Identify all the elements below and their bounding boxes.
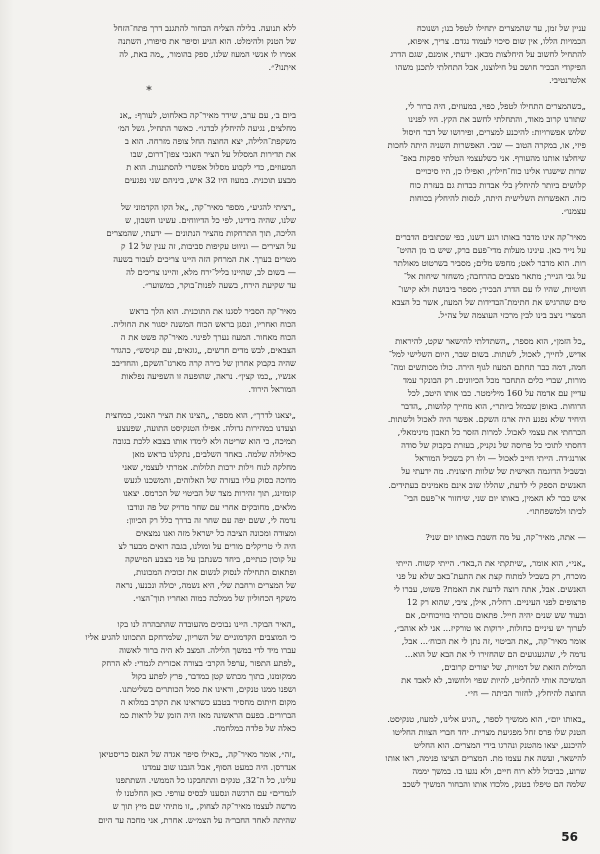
text-line: האנשים הספק לי לדעת, שהללו שוב אינם מאמינים בעתידים.: [388, 479, 586, 490]
paragraph: [306, 557, 586, 701]
text-line: עברו מיד לדי במשך הלילה. המצב לא היה ברור לאשוה: [119, 644, 296, 655]
text-line: עלינו, כל ה־32, טנקים והתחבקנו כל הממשי. השתתפנו: [115, 775, 296, 786]
text-line: המוראל הירוד.: [248, 384, 296, 395]
text-line: המשיכה אותי להחליט, להיות שפוי ולחשוב, לא לאבד את: [401, 675, 586, 686]
text-line: היה לי טריקלים מורים על ומולנו, בגבה רואים מבעד לצ: [118, 540, 296, 551]
text-line: על הצירים — וניווט עקיפות סביבות, זה ענין של 12 ק: [121, 240, 296, 251]
text-line: המעוזים, כדי לקבוע מסלול אפשרי להסתננות. הוא ת: [126, 162, 296, 173]
text-line: „אני״, הוא אומר, „שיתקתי את ה,באד׳. הייתי קשוח. הייתי: [395, 557, 586, 568]
text-line: מוכרח, רק בשביל למתוח קצת את התעת־באב שלא על פני: [396, 570, 586, 581]
text-line: חמה, דמה כבר תחתם המעוז לגוף הירה. כולו מכותשים ומה־: [390, 362, 586, 373]
text-line: עדיין עם אדמה על 160 מילימטר. כבו אותו היטב, לכל: [407, 388, 586, 399]
text-line: וצעדנו במהירות גדולה. אפילו הטנקיסט התועה, שפעצע: [116, 423, 296, 434]
text-line: מטרים בערך. את המרחק הזה היינו צריכים לעבור בשעה: [113, 253, 296, 264]
text-line: אמרו לו אנשי המעוז שלנו, ספק בהומור, „מה באת, לה: [119, 49, 296, 60]
section-divider-star: *: [146, 84, 152, 98]
paragraph: [2, 305, 296, 396]
text-line: „באותו יום״, הוא ממשיך לספר, „הגיע אלינו, למעוז, טנקיסט.: [387, 714, 586, 725]
text-line: לגמרים״ עם הרגשה ונסענו לבסיס עורפי. כאן החלטנו לו: [115, 788, 296, 799]
text-line: שהיה בקבוק אחרון של בירה קרה מארגז־השקם, והחדיבב: [111, 358, 296, 369]
text-line: — בשום לב, שהיינו בליל־ירח מלא, והיינו צריכים לה: [126, 266, 296, 277]
text-line: שלנו, שהיה בידינו, לפי כל הדיווחים. עשינו חשבון, ש: [125, 214, 296, 225]
text-line: של הטנק ולהימלט. הוא הגיע וסיפר את סיפורו, השתנה: [118, 36, 296, 47]
text-line: „האיר הבוקר. היינו נבוכים מהעובדה שהתבהרה לנו בקו: [117, 618, 296, 629]
text-line: מאיר־קה אינו מדבר באותו רגע דשנו, כפי שכתובים הדברים: [395, 231, 586, 242]
paragraph: [306, 22, 586, 87]
text-line: אלטרנטיבי.: [549, 75, 586, 86]
text-line: משקפת־הלילה, יצא החוצה החל צופה מזרחה. הוא ב: [124, 136, 296, 147]
text-line: האנשים. אבל, אתה רוצה לדעת את האמת? פשוט, עברו לי: [393, 583, 586, 594]
text-line: עד שקיעת הירח, בשעה לפנות־בוקר, כמשוער״.: [142, 279, 296, 290]
text-line: עניין של זמן, עד שהמצרים יתחילו לטפל בנו; ושנוכח: [416, 23, 586, 33]
text-line: מלאים, מחובקים אחרי עם שחר מדויק של פה ונודבו: [127, 501, 296, 512]
text-line: המצרי ניצב בינו לבין מרכזי העוצמה של צה״ל.: [437, 309, 586, 320]
text-line: הברורים. בפעם הראשונה מאז היה הזמן של לראות כמ: [119, 710, 296, 721]
text-line: כאילולה שלמה. באחד השלבים, נתקלנו בראש מאן: [132, 449, 296, 460]
text-line: כזה. האפשרות השלישית היתה, לנסות להיחלץ בכוחות: [409, 192, 586, 203]
text-line: ובעוד שש שנים יהיה חייל. פתאום נזכרתי בוויכוחים, אם: [405, 609, 586, 620]
text-line: הפיקודי הבכיר חושב על חילוצנו, אבל התחלתי לתכנן משהו: [395, 62, 586, 73]
text-line: איתנו?״.: [268, 62, 296, 73]
text-line: „רציתי להגיע״, מספר מאיר־קה, „אל הקו הקדמוני של: [121, 201, 296, 212]
text-line: אדיש, לחייך, לאכול, לשתות. בשום שבר, היום השלישי למל־: [388, 349, 586, 360]
text-line: ומצודה ומכונה הציבה כל ישראל מזה ואנו נמצאים: [135, 527, 296, 538]
text-line: שיחלצו אותנו מהעורף. אני כשלעצמי הטלתי ספקות באפ־: [400, 153, 586, 164]
left-column-top-text: [2, 22, 296, 74]
text-line: פרצופים לפני העיניים. רחל׳ה, אילן, ציבי, שהוא רק 12: [406, 596, 586, 607]
text-line: ללא תנועה. בלילה הצליח הבחור להתגנב דרך פתח־הזחל: [113, 23, 296, 33]
text-line: הכוח ואחריו, ונסגן בראש הכוח המשנה יסגור את החוליה.: [110, 318, 296, 329]
text-line: „לפתע התפזר ,ערפל הקרב׳ בצורה אכזרית לגמרי: לא הרחק: [101, 658, 296, 669]
text-line: חוטיות, שהיו לו עם הדרג הבכיר; מספר ביבושת ולא קישו־: [398, 283, 586, 294]
text-line: פיזי, או, במקרה הטוב — שבי. האפשרות השניה היתה לחכות: [387, 140, 586, 151]
paragraph: [306, 335, 586, 518]
text-line: מחלקה לנוח וילות ירכות תלולות. אמרתי לעצמי, שאני: [122, 462, 296, 473]
text-line: דחסתי לתוכי כל פרוסה של נקניק, בעזרת בקבוק של סודה: [401, 440, 586, 451]
text-line: רות. הוא מדבר לאט; מחפש מלים; מסביר בשרטוט מאולתר: [393, 257, 586, 268]
text-line: טים שהרגיש את חתימת־הבדידות של המעוז, אשר כל הצבא: [391, 296, 586, 307]
text-line: המילות הזאת של דמויות, של יצורים קרובים,: [441, 662, 586, 673]
text-line: להתחיל לחשוב על היחלצות מכאן. ידעתי, אומנם, שגם הדרג: [390, 49, 586, 60]
paragraph: [2, 201, 296, 292]
text-line: הכמויות הללו, אין שום סיכוי לעמוד נגדם. צריך, איפוא,: [407, 36, 586, 47]
left-text-column: [2, 22, 296, 840]
text-line: „יצאנו לדרך״, הוא מספר, „הצינו את הציר האנכי, כמחצית: [105, 410, 296, 421]
text-line: להישאר, ועשה את עצמו מת. המצרים הציצו פנימה, ראו אותו: [385, 753, 586, 764]
text-line: היחיד שלא נפגע היה ארגז השקם. אפשר היה לאכול ולשתות.: [387, 414, 586, 425]
text-line: החוצה להיחלץ, לחזור הביתה — חי״.: [464, 688, 586, 699]
text-line: על נייר כאן. עינינו מעלות מדי־פעם ברק, שיש בו מן ההיט־: [396, 244, 586, 255]
paragraph: [306, 100, 586, 217]
text-line: עצמנו״.: [561, 205, 586, 216]
text-line: שרות שישגרו אלינו כוח־חילוץ, ואפילו כן, היו סיכויים: [415, 166, 586, 177]
text-line: על גבי הנייר; מתאר מצבים בהרחבה; משחזר שיחות אל־: [403, 270, 586, 281]
text-line: אנשיו, „כמו קצין״. נראה, שהופעה זו השפיעה נפלאות: [121, 371, 296, 382]
text-line: איש כבר לא האמין, באותו יום שני, שיחזור אי־פעם הבי־: [403, 492, 586, 503]
text-line: משקף הכחוליון של ממלכה כמוה ואחריו תוך־הצו״.: [132, 592, 296, 603]
text-line: שלוש אפשרויות: להיכנע למצרים, ופירושו של דבר חיסול: [402, 127, 586, 138]
text-line: נדמה לי, שהגעגועים הם שהחזירו לי את הבא של הוא...: [404, 649, 586, 660]
text-line: של המצרים ורחבת שלי, היא נשמה, יכולה ונכנעו, נראה: [115, 579, 296, 590]
text-line: ממקומנו, בתוך מכתש קטן במדבר, פרץ לפתע בקול: [131, 671, 296, 682]
text-line: קומזינג, תוך זהירות מצד של הביטוי של הכרמס. יצאנו: [122, 488, 296, 499]
text-line: הצבאים, לבש מדים חדשים, „גוגאים, עם קניסש״, כהגדר: [110, 344, 296, 355]
paragraph: [2, 748, 296, 826]
text-line: מורות, שברי כלים התחבר מכל הכיוונים. רק הבונקר עמד: [403, 375, 586, 386]
text-line: ושפנו ממנו טנקים, וראינו את סמל הכותרים בשליטתנו.: [119, 684, 296, 695]
paragraph: [2, 109, 296, 187]
left-column-bottom-text: [2, 109, 296, 826]
text-line: תמיכה, כי הוא שריטה ולא לימדו אותו בצבא ללכת בגובה: [112, 436, 296, 447]
text-line: להיכנע, יצאו מהטנק ונהרגו בידי המצרים. הוא החליט: [413, 740, 586, 751]
text-line: ביום ב׳, עם ערב, שידר מאיר־קה באלחוט, לעורף: „אנ: [119, 110, 296, 121]
right-text-column: [306, 22, 586, 832]
text-line: לביתו ולמשפחתו״.: [526, 505, 586, 516]
text-line: ובשביל הדוגמה האישית של שלוות חיצונית. מה ידעתי על: [401, 466, 586, 477]
text-line: מחלצים, נגיעה להיחלץ לבדנו״. כאשר התחיל, גשל המ׳: [117, 123, 296, 134]
text-line: אנדרסן. היה כמעט הסוף, אבל הגבנו שוב עמדנו: [142, 762, 296, 773]
text-line: שהיתה לאחד החבר׳ה על הצמ״ש. אחרת, אני מחכה עד היום: [98, 814, 296, 825]
text-line: על קוכון כנתיים, ביחד כשנתכן על פני בצבע המישקה: [125, 553, 296, 564]
paragraph: [2, 618, 296, 735]
text-line: „זה״, אומר מאיר־קה, „כאילו סיפר אגדה של האנס כריסטיאן: [99, 749, 296, 760]
text-line: מדוכה בסוק עליו בעזרה של האלוהים, והמשכנו לגעש: [124, 475, 296, 486]
text-line: הרוחות. באופן שבמזל ביותר״, הוא מחייך קלושות, „הדבר: [400, 401, 586, 412]
text-line: אורנג׳דה. הייתי חייב לאכול — ולוּ רק בשביל המוראל: [415, 453, 586, 464]
text-line: מאיר־קה הסביר לסגנו את התוכנית. הוא הלך בראש: [129, 305, 296, 316]
text-line: הכרחתי את עצמי לאכול. למרות הזסר כל תאבון מינימאלי,: [397, 427, 586, 438]
page-number: 56: [561, 830, 578, 844]
text-line: אומר מאיר־קה, „את הביטוי ,זה נתן לי את הכוח׳... אבל,: [401, 635, 586, 646]
paragraph: [306, 231, 586, 322]
text-line: מקום חיתום מחסיר בטבע כשראינו את הקרב במלוא ה: [120, 697, 296, 708]
text-line: הכוח מאחור. המעוז נערך לפינוי. מאיר־קה פשט את ה: [120, 331, 296, 342]
text-line: מרשה לעצמו מאיר־קה לצחוק, „זו מתיהי שם מיץ תוך ש: [112, 801, 296, 812]
text-line: שתורנו קרוב מאוד, והתחלתי לחשב את הקץ. היו לפנינו: [408, 114, 586, 125]
text-line: הליכה, תוך התרחקות מהציר הנתונים — ידעתי, שהמצרים: [106, 227, 296, 238]
text-line: את תדירות המסלול על הציר האנכי צפון־דרום, שבו: [130, 149, 296, 160]
text-line: לערוך יש עיניים כחולות, ירוקות או טורקיז... אני לא אוהב״,: [394, 622, 586, 633]
text-line: קלושים ביותר להיחלץ בלי אבדות כבדות גם בעזרת כוח: [409, 179, 586, 190]
text-line: נדמה לי, ששם יפה עם שחר זה בדרך כלל רק הכיוון:: [126, 514, 296, 525]
text-line: מבצע תוכנית. במעוז היו 32 איש, ביניהם שני נפגעים: [124, 175, 296, 186]
text-line: ופתאום התחילה לנסוק לנשום את זכוכית המכונות,: [133, 566, 296, 577]
text-line: „כשהמצרים התחילו לטפל, כפוּי, במעוזים, היה ברור לי,: [405, 101, 586, 112]
text-line: „כל הזמן״, הוא מספר, „השתדלתי להישאר שקט, להיראות: [395, 335, 586, 346]
text-line: כי המוצבים הקדמוניים של השריון, שלמרחקם התכוונו להגיע אליו: [85, 631, 296, 642]
paragraph: [2, 409, 296, 605]
paragraph: [306, 713, 586, 791]
text-line: כאלה של פלדה במלחמה.: [212, 723, 296, 734]
text-line: — אתה, מאיר־קה, על מה חשבת באותו יום שני?: [425, 531, 586, 542]
text-line: שרוע, כביכול ללא רוח חיים, ולא נגעו בו. במשך יממה: [412, 766, 586, 777]
paragraph: [2, 22, 296, 74]
paragraph: [306, 531, 586, 544]
text-line: הטנק שלו פרס זחל מפגיעת מצרית. יחד חברי הצוות החליטו: [392, 727, 586, 738]
text-line: שלמה הם טיפלו בטנק, מלכדו אותו והבחור המשיך לשכב: [402, 779, 586, 790]
